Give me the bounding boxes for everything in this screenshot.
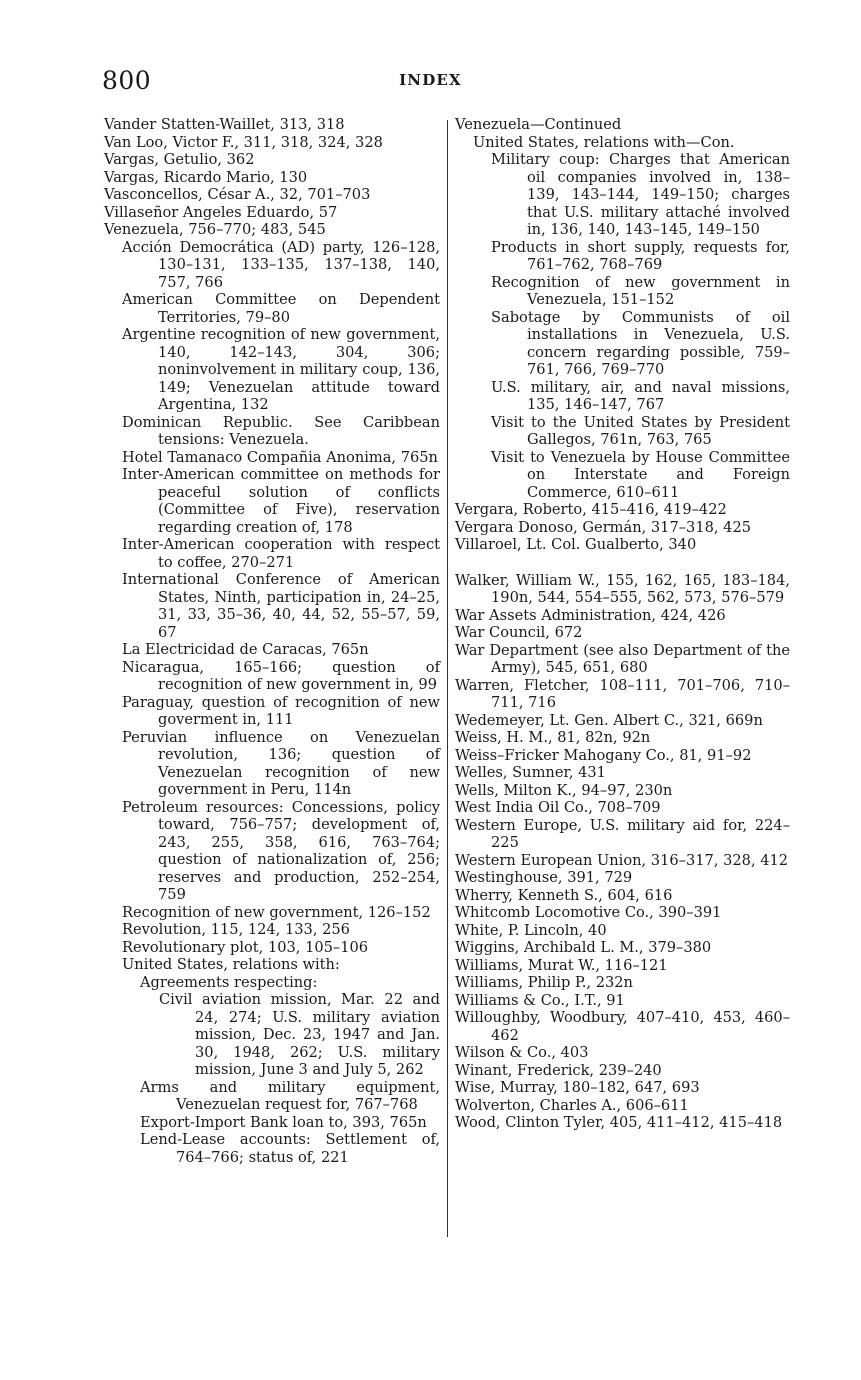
- index-subentry: Hotel Tamanaco Compañia Anonima, 765n: [122, 448, 438, 466]
- index-subentry: Nicaragua, 165–166; question of recognition of new government in, 99: [122, 658, 440, 693]
- index-entry: Willoughby, Woodbury, 407–410, 453, 460–462: [455, 1009, 790, 1044]
- index-subentry: Revolutionary plot, 103, 105–106: [122, 938, 369, 956]
- index-entry: Williams, Murat W., 116–121: [455, 956, 668, 974]
- index-entry: Wells, Milton K., 94–97, 230n: [455, 781, 673, 799]
- index-subentry: Recognition of new government, 126–152: [122, 903, 431, 921]
- column-divider: [447, 120, 448, 1237]
- index-subentry: Acción Democrática (AD) party, 126–128, 130–131, 133–135, 137–138, 140, 757, 766: [122, 238, 440, 291]
- index-entry: Winant, Frederick, 239–240: [455, 1061, 662, 1079]
- index-entry: Whitcomb Locomotive Co., 390–391: [455, 904, 722, 921]
- index-subentry: Agreements respecting:: [140, 973, 318, 991]
- index-subentry: Lend-Lease accounts: Settlement of, 764–766; status of, 221: [140, 1131, 440, 1166]
- index-entry: Vergara, Roberto, 415–416, 419–422: [455, 501, 727, 518]
- index-entry: Vasconcellos, César A., 32, 701–703: [104, 186, 371, 203]
- index-subentry: Inter-American cooperation with respect to coffee, 270–271: [122, 536, 440, 571]
- index-entry: Van Loo, Victor F., 311, 318, 324, 328: [104, 133, 383, 151]
- index-entry: Warren, Fletcher, 108–111, 701–706, 710–711, 716: [455, 676, 790, 711]
- index-subentry: United States, relations with—Con.: [473, 133, 735, 151]
- index-subentry: Peruvian influence on Venezuelan revolution, 136; question of Venezuelan recognition of new government in Peru, 114n: [122, 728, 440, 798]
- index-entry: Villaseñor Angeles Eduardo, 57: [104, 203, 338, 221]
- index-entry: Villaroel, Lt. Col. Gualberto, 340: [455, 536, 697, 553]
- index-entry: Western European Union, 316–317, 328, 412: [455, 851, 789, 869]
- index-entry: Wedemeyer, Lt. Gen. Albert C., 321, 669n: [455, 711, 763, 729]
- index-subentry: Export-Import Bank loan to, 393, 765n: [140, 1113, 427, 1131]
- index-entry: War Council, 672: [455, 624, 583, 641]
- index-entry: Weiss–Fricker Mahogany Co., 81, 91–92: [455, 746, 752, 764]
- index-entry: Vargas, Ricardo Mario, 130: [104, 168, 308, 186]
- index-subentry: Petroleum resources: Concessions, policy toward, 756–757; development of, 243, 255, 358, 616, 763–764; question of nationalization of, 256; reserves and production, 252–254, 759: [122, 798, 440, 903]
- index-entry: West India Oil Co., 708–709: [455, 799, 661, 816]
- index-subentry: Argentine recognition of new government, 140, 142–143, 304, 306; noninvolvement in military coup, 136, 149; Venezuelan attitude toward Argentina, 132: [122, 326, 440, 413]
- index-entry: Welles, Sumner, 431: [455, 764, 606, 781]
- index-entry: Venezuela—Continued: [455, 116, 622, 133]
- index-entry: Weiss, H. M., 81, 82n, 92n: [455, 729, 651, 746]
- index-entry: Westinghouse, 391, 729: [455, 869, 633, 886]
- index-subentry: Military coup: Charges that American oil companies involved in, 138–139, 143–144, 149–150; charges that U.S. military attaché involved in, 136, 140, 143–145, 149–150: [491, 151, 790, 238]
- index-entry: Wolverton, Charles A., 606–611: [455, 1096, 689, 1114]
- index-entry: Wise, Murray, 180–182, 647, 693: [455, 1079, 700, 1096]
- index-entry: Vander Statten-Waillet, 313, 318: [104, 116, 345, 133]
- index-entry: Wiggins, Archibald L. M., 379–380: [455, 939, 712, 956]
- index-subentry: U.S. military, air, and naval missions, 135, 146–147, 767: [491, 378, 790, 413]
- index-entry: Williams, Philip P., 232n: [455, 974, 633, 991]
- index-subentry: La Electricidad de Caracas, 765n: [122, 641, 369, 658]
- index-entry: Wilson & Co., 403: [455, 1044, 589, 1061]
- index-subentry: Civil aviation mission, Mar. 22 and 24, 274; U.S. military aviation mission, Dec. 23, 1947 and Jan. 30, 1948, 262; U.S. military mission, June 3 and July 5, 262: [159, 991, 440, 1078]
- index-subentry: Products in short supply, requests for, 761–762, 768–769: [491, 238, 790, 273]
- index-entry: Wherry, Kenneth S., 604, 616: [455, 886, 673, 904]
- index-subentry: Sabotage by Communists of oil installations in Venezuela, U.S. concern regarding possible, 759–761, 766, 769–770: [491, 308, 790, 378]
- index-entry: Western Europe, U.S. military aid for, 224–225: [455, 816, 790, 851]
- index-entry: Vergara Donoso, Germán, 317–318, 425: [455, 518, 752, 536]
- index-subentry: Paraguay, question of recognition of new goverment in, 111: [122, 693, 440, 728]
- running-head: INDEX: [399, 71, 462, 89]
- index-subentry: American Committee on Dependent Territories, 79–80: [122, 291, 440, 326]
- index-entry: Vargas, Getulio, 362: [104, 151, 255, 168]
- index-entry: Walker, William W., 155, 162, 165, 183–184, 190n, 544, 554–555, 562, 573, 576–579: [455, 571, 790, 606]
- index-entry: War Department (see also Department of the Army), 545, 651, 680: [455, 641, 790, 676]
- index-entry: War Assets Administration, 424, 426: [455, 606, 726, 624]
- index-subentry: Dominican Republic. See Caribbean tensions: Venezuela.: [122, 413, 440, 448]
- index-subentry: Visit to Venezuela by House Committee on Interstate and Foreign Commerce, 610–611: [491, 448, 790, 501]
- index-subentry: International Conference of American States, Ninth, participation in, 24–25, 31, 33, 35–36, 40, 44, 52, 55–57, 59, 67: [122, 571, 440, 641]
- index-column-left: [104, 116, 440, 1166]
- index-entry: White, P. Lincoln, 40: [455, 921, 607, 939]
- index-subentry: Recognition of new government in Venezuela, 151–152: [491, 273, 790, 308]
- page-number: 800: [102, 66, 152, 95]
- index-entry: Wood, Clinton Tyler, 405, 411–412, 415–418: [455, 1114, 783, 1131]
- index-entry: Williams & Co., I.T., 91: [455, 991, 625, 1009]
- index-subentry: Revolution, 115, 124, 133, 256: [122, 921, 350, 938]
- index-subentry: United States, relations with:: [122, 956, 340, 973]
- index-subentry: Inter-American committee on methods for peaceful solution of conflicts (Committee of Five), reservation regarding creation of, 178: [122, 466, 440, 536]
- index-subentry: Visit to the United States by President Gallegos, 761n, 763, 765: [491, 413, 790, 448]
- index-column-right: [455, 116, 790, 1132]
- index-subentry: Arms and military equipment, Venezuelan request for, 767–768: [140, 1078, 440, 1113]
- index-entry: Venezuela, 756–770; 483, 545: [104, 221, 326, 238]
